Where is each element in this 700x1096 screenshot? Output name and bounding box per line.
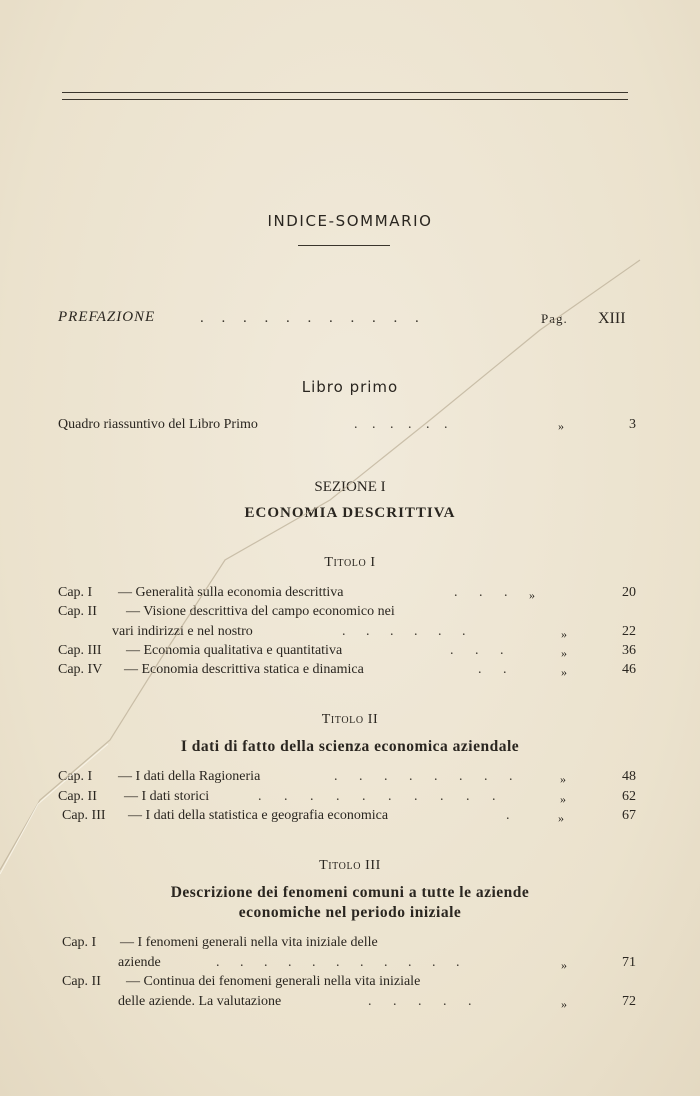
t2-cap3-mark: » [558,811,564,825]
t1-cap4-page: 46 [622,662,636,677]
prefazione-dots: . . . . . . . . . . . [200,310,419,326]
t1-cap3-num: Cap. III [58,643,102,658]
t3-cap2-text: — Continua dei fenomeni generali nella vita iniziale [126,974,421,989]
t2-cap1-num: Cap. I [58,769,93,784]
t2-cap1-text: — I dati della Ragioneria [118,769,261,784]
t1-cap1-mark: » [529,588,535,602]
t3-cap2-dots: . . . . . [368,994,472,1009]
t1-cap2-dots: . . . . . . [342,624,466,639]
t1-cap1-page: 20 [622,585,636,600]
t3-cap2-cont: delle aziende. La valutazione [118,994,282,1009]
prefazione-label: PREFAZIONE [58,309,156,325]
sezione-label: SEZIONE I [314,479,386,495]
t2-cap3-text: — I dati della statistica e geografia economica [128,808,389,823]
t1-cap2-text: — Visione descrittiva del campo economico nei [126,604,395,619]
t1-cap4-mark: » [561,665,567,679]
t2-cap2-text: — I dati storici [124,789,210,804]
t3-cap1-mark: » [561,958,567,972]
sezione-title: ECONOMIA DESCRITTIVA [244,505,456,521]
t1-cap2-num: Cap. II [58,604,97,619]
titolo2-label: Titolo II [321,712,379,727]
titolo2-title: I dati di fatto della scienza economica aziendale [180,738,520,755]
t1-cap4-text: — Economia descrittiva statica e dinamica [124,662,364,677]
t2-cap1-dots: . . . . . . . . [334,769,513,784]
t1-cap4-num: Cap. IV [58,662,103,677]
quadro-page: 3 [629,417,636,432]
t3-cap1-cont: aziende [118,955,161,970]
top-rule [62,92,628,93]
t1-cap1-num: Cap. I [58,585,93,600]
quadro-text: Quadro riassuntivo del Libro Primo [58,417,258,432]
t1-cap2-mark: » [561,627,567,641]
t3-cap1-text: — I fenomeni generali nella vita iniziale delle [120,935,378,950]
t3-cap2-page: 72 [622,994,636,1009]
quadro-dots: . . . . . . [354,417,448,432]
top-rule-double [62,99,628,100]
t2-cap3-num: Cap. III [62,808,106,823]
t1-cap2-cont: vari indirizzi e nel nostro [112,624,253,639]
titolo3-title-line1: Descrizione dei fenomeni comuni a tutte le aziende [170,884,530,901]
t1-cap1-dots: . . . [454,585,508,600]
t2-cap3-page: 67 [622,808,636,823]
t1-cap2-page: 22 [622,624,636,639]
t3-cap1-dots: . . . . . . . . . . . [216,955,460,970]
titolo1-label: Titolo I [324,555,376,570]
titolo3-label: Titolo III [319,858,381,873]
pag-label: Pag. [541,311,568,326]
t2-cap2-mark: » [560,792,566,806]
t1-cap3-dots: . . . [450,643,504,658]
libro-title: Libro primo [301,378,399,396]
page-title: INDICE-SOMMARIO [267,212,433,230]
t2-cap2-page: 62 [622,789,636,804]
t2-cap2-dots: . . . . . . . . . . [258,789,496,804]
titolo3-title-line2: economiche nel periodo iniziale [238,904,462,921]
t1-cap3-mark: » [561,646,567,660]
t2-cap3-dots: . [506,808,510,823]
t2-cap1-page: 48 [622,769,636,784]
quadro-mark: » [558,419,564,433]
t2-cap1-mark: » [560,772,566,786]
t1-cap3-text: — Economia qualitativa e quantitativa [126,643,343,658]
title-underline [298,245,390,246]
t1-cap1-text: — Generalità sulla economia descrittiva [118,585,344,600]
t3-cap2-num: Cap. II [62,974,101,989]
t1-cap3-page: 36 [622,643,636,658]
t3-cap2-mark: » [561,997,567,1011]
prefazione-page: XIII [598,310,626,327]
t3-cap1-num: Cap. I [62,935,97,950]
t3-cap1-page: 71 [622,955,636,970]
t1-cap4-dots: . . [478,662,507,677]
t2-cap2-num: Cap. II [58,789,97,804]
